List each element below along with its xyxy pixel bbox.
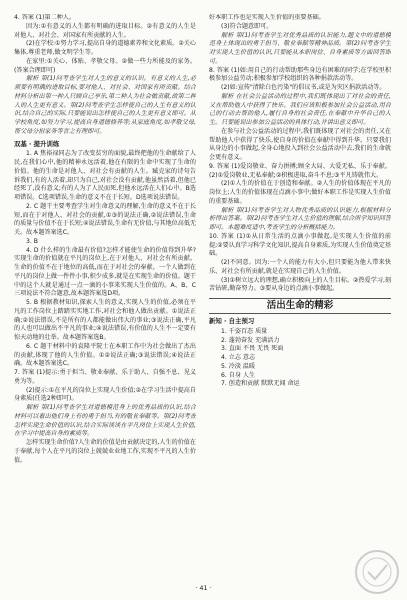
answer-paragraph: (2)提示:①在平凡的岗位上实现人生价值;②在学习生活中提高自身素质(任选2种即可)。: [14, 386, 196, 403]
answer-paragraph: 1. A 焦裕禄同志为了改变贫穷的面貌,最终把他的生命献给了人民,在我们心中,他的精神永远活着,他在有限的生命中实现了生命的价值。他的生命是对他人、对社会有贡献的人生。臧克家的诗句告诉我们,有的人活着,却只为自己,对社会没有贡献,他虽然活着,但他已经死了,没有意义;有的人为了人民而死,但他永远活在人们心中。B选项错误。C选项错误,生命的意义不在于长短。D选项说法错误。: [14, 150, 196, 201]
answer-paragraph: 6. 自身 人生: [221, 371, 256, 379]
answer-paragraph: 在参与社会公益活动的过程中,我们既体现了对社会的责任,又在帮助他人中获得了快乐,使自身的价值在奉献中得到升华。只要我们从身边的小事做起,全身心地投入到社会公益活动中去,我们的生命就会更有意义。: [209, 127, 391, 161]
answer-paragraph: 7. 答案 (1)提示:勇于担当、敬业奉献、乐于助人、自强不息、见义勇为等。: [14, 369, 196, 385]
left-column: [14, 14, 196, 580]
answer-paragraph: 怎样实现生命价值?人生命的价值是由贡献决定的,人生的价值在于奉献,每个人在平凡的岗位上兢兢业业地工作,实现不平凡的人生价值。: [14, 439, 196, 464]
answer-paragraph: 解析 在社会公益活动的过程中,我们既体现出了对社会的责任,又在帮助他人中获得了快乐。我们应该积极参加社会公益活动,用自己的行动去帮助他人,履行自身的社会责任,在奉献中升华自己的人生。只要能说出参加公益活动的具体行动,并讲出意义即可。: [209, 92, 391, 126]
section-heading: 双基 · 提升训练: [14, 139, 60, 148]
answer-paragraph: (3)①树立远大的理想,确立积极向上的人生目标。②热爱学习,刻苦钻研,勤奋努力。③要从身边的点滴小事做起。: [209, 276, 391, 293]
answer-paragraph: 因为:①有意义的人生都有明确的进取目标。②有意义的人生是对他人、对社会、对国家有所贡献的人生。: [14, 22, 196, 39]
answer-paragraph: 1. 千姿百态 质量: [221, 327, 268, 335]
answer-page: [14, 14, 395, 580]
answer-paragraph: 解析 第(1)问考查学生对道德模范身上的优秀品质的认识,结合材料可以看出他们身上有的勇于担当,有的敬业奉献等。第(2)问考查怎样实现生命价值的认识,结合实际谈谈在平凡岗位上实现人生价值,在学习中提高自身的素质等。: [14, 404, 196, 438]
answer-paragraph: 4. D 什么样的生命最有价值?怎样才能使生命的价值得到升华?实现生命的价值就在平凡的岗位上,在于对他人、对社会有所贡献。生命的价值不在于地位的高低,而在于对社会的奉献。一个人做到在平凡的岗位上做一件件小事,积少成多,就是在实现生命的价值。题干中的这个人就是通过一点一滴的小事来实现人生价值的。A、B、C三项说法不符合题意,故本题答案选D项。: [14, 246, 196, 298]
answer-paragraph: 6. C 题干材料中的袁隆平院士在本职工作中为社会做出了杰出的贡献,体现了他的人生价值。①②说法正确;③说法错误;④说法正确。故本题答案选C。: [14, 342, 196, 368]
section-title: 活出生命的精彩: [209, 298, 391, 314]
answer-paragraph: 4. 答案 (1)第二种人。: [14, 14, 75, 21]
answer-paragraph: (2)①人生的价值在于创造和奉献。②人生的价值体现在平凡的岗位上;人生的价值体现在点滴小事中;做好本职工作是实现人生价值的重要基础。: [209, 180, 391, 205]
answer-paragraph: (2)不同意。因为:一个人的能力有大小,但只要能为他人带来快乐、对社会有所贡献,就是在实现自己的人生价值。: [209, 259, 391, 275]
answer-paragraph: 解析 第(1)问考查学生对人生的意义的认识。有意义的人生,必须要有明确的进取目标,要对他人、对社会、对国家有所贡献。结合材料分析出第一种人只顾自己享乐,第二种人为社会做贡献,故第二种人的人生更有意义。第(2)问考查学生怎样使自己的人生有意义的认识,结合自己的实际,只要能说出怎样使自己的人生更有意义即可。从学校角度,如努力学习,提高自身道德修养等;从家庭角度,如孝敬父母,帮父母分担家务等言之有理即可。: [14, 75, 196, 135]
answer-paragraph: 5. 冷淡 温暖: [221, 362, 256, 370]
answer-paragraph: 2. 蓬勃奋发 充满活力: [221, 336, 280, 344]
page-number: · 41 ·: [195, 584, 212, 592]
answer-paragraph: 8. 答案 (1)如:用自己的行动帮助那些身边有困难的同学;在学校里积极参加公益劳动;积极参加学校组织的各种捐款活动等。: [209, 66, 391, 83]
watermark-stamp-icon: [353, 548, 401, 596]
answer-paragraph: (3)符合题意即可。: [221, 22, 273, 30]
answer-paragraph: 4. 立志 意志: [221, 354, 256, 361]
section-heading: 新知 · 自主预习: [209, 317, 255, 325]
answer-paragraph: 5. B 根据教材知识,探索人生的意义,实现人生的价值,必须在平凡的工作岗位上踏踏实实地工作,对社会和他人做出贡献。①说法正确;②说法错误,不是所有的人都能做出伟大的事业;③说法正确,平凡的人也可以做出不平凡的事业;④说法错误,有价值的人生不一定要有惊天动地的壮举。故本题答案选B。: [14, 299, 196, 341]
answer-paragraph: 好本职工作也是实现人生价值的重要基础。: [209, 14, 325, 21]
answer-paragraph: 2. C 题干主要考查学生对生命意义的理解,生命的意义不在于长短,而在于对他人、对社会的贡献,①③的说法正确,②说法错误,生命的质量与价值不在于长短;④说法错误,生命有无价值,与其地位高低无关。故本题答案选C。: [14, 202, 196, 236]
answer-paragraph: 3. 直面 不畏 无畏 死面: [221, 345, 284, 353]
answer-paragraph: 7. 创造和贡献 默默无闻 命运: [221, 380, 300, 388]
answer-paragraph: 10. 答案 (1)①从日常生活的点滴小事做起,是实现人生价值的前提;②要认真学习科学文化知识,提高自身素质,为实现人生价值奠定基础。: [209, 232, 391, 258]
answer-paragraph: 解析 第(1)问考查学生对优秀品质的认识能力,题文中的道德模范身上体现出的勇于担当、敬业奉献等精神品质。第(2)问考查学生对实现人生价值的认识,只要能从本职岗位、自身素质等方面回答即可。: [209, 31, 391, 65]
answer-paragraph: 解析 第(1)问考查学生对人物优秀品质的认识能力,根据材料分析得出答案。第(2)问考查学生对人生价值的理解,结合所学知识回答即可。本题难度适中,考查学生的分析概括能力。: [209, 206, 391, 231]
answer-paragraph: 3. B: [26, 237, 38, 245]
answer-paragraph: 9. 答案 (1)爱岗敬业、奋力拼搏;顾全大局、大爱无私、乐于奉献。(2)①爱岗敬业,无私奉献;②积极进取,奋斗不息;③平凡铸就伟大。: [209, 162, 391, 179]
answer-paragraph: 在家里:①关心、体贴、孝敬父母。②做一些力所能及的家务。(答案合理即可): [14, 57, 196, 74]
answer-paragraph: (2)在学校:①努力学习,提高自身的道德素养和文化素质。②关心集体,尊重老师,做文明学生等。: [14, 40, 196, 56]
answer-paragraph: (2)如:宣传"清除白色污染"的倡议书,或是为灾区捐款活动等。: [221, 84, 386, 91]
right-column: [209, 14, 391, 580]
